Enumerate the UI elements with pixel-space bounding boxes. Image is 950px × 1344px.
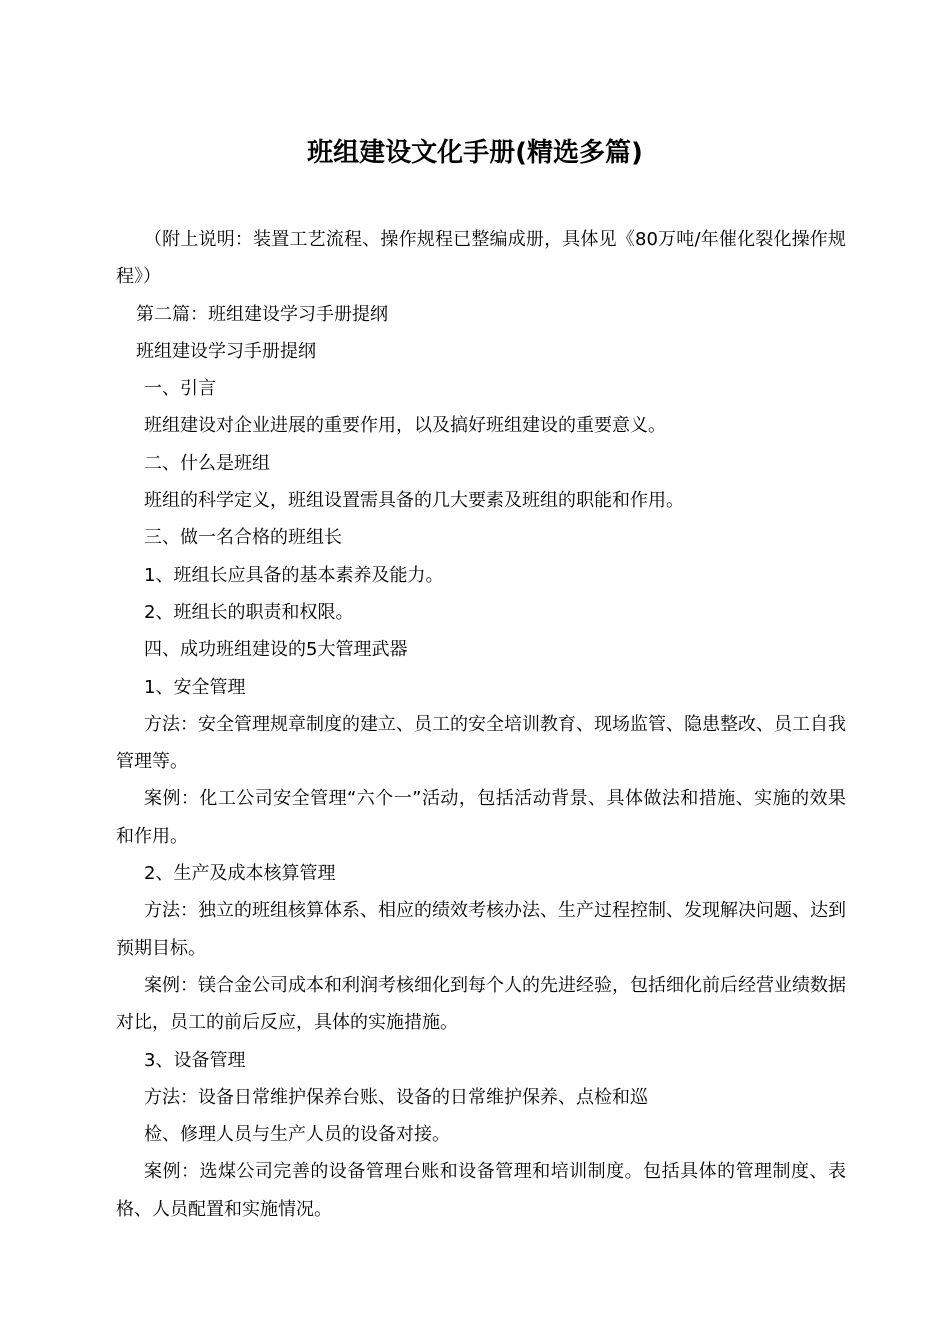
section-heading: 一、引言: [144, 378, 216, 400]
document-title: 班组建设文化手册(精选多篇): [307, 138, 643, 168]
section-heading: 二、什么是班组: [144, 452, 270, 474]
body-paragraph: 班组建设对企业进展的重要作用，以及搞好班组建设的重要意义。: [144, 415, 666, 437]
section-heading: 第二篇：班组建设学习手册提纲: [136, 303, 388, 325]
note-paragraph: （附上说明：装置工艺流程、操作规程已整编成册，具体见《80万吨/年催化裂化操作规程》）: [116, 229, 846, 288]
subsection-heading: 3、设备管理: [144, 1049, 246, 1071]
document-body: [116, 221, 846, 1228]
body-paragraph: 方法：安全管理规章制度的建立、员工的安全培训教育、现场监管、隐患整改、员工自我管理等。: [116, 713, 846, 773]
body-paragraph: 检、修理人员与生产人员的设备对接。: [144, 1124, 450, 1146]
list-item: 2、班组长的职责和权限。: [144, 601, 354, 623]
section-heading: 三、做一名合格的班组长: [144, 527, 342, 549]
list-item: 1、班组长应具备的基本素养及能力。: [144, 564, 444, 586]
subsection-heading: 2、生产及成本核算管理: [144, 863, 336, 885]
body-paragraph: 方法：独立的班组核算体系、相应的绩效考核办法、生产过程控制、发现解决问题、达到预期目标。: [116, 900, 846, 959]
body-paragraph: 方法：设备日常维护保养台账、设备的日常维护保养、点检和巡: [144, 1086, 648, 1108]
subsection-heading: 1、安全管理: [144, 676, 246, 698]
body-paragraph: 案例：选煤公司完善的设备管理台账和设备管理和培训制度。包括具体的管理制度、表格、人员配置和实施情况。: [116, 1161, 846, 1220]
section-subtitle: 班组建设学习手册提纲: [136, 340, 316, 362]
section-heading: 四、成功班组建设的5大管理武器: [144, 639, 408, 661]
body-paragraph: 班组的科学定义，班组设置需具备的几大要素及班组的职能和作用。: [144, 490, 684, 512]
body-paragraph: 案例：镁合金公司成本和利润考核细化到每个人的先进经验，包括细化前后经营业绩数据对比，员工的前后反应，具体的实施措施。: [116, 974, 846, 1034]
body-paragraph: 案例：化工公司安全管理“六个一”活动，包括活动背景、具体做法和措施、实施的效果和作用。: [116, 788, 846, 847]
